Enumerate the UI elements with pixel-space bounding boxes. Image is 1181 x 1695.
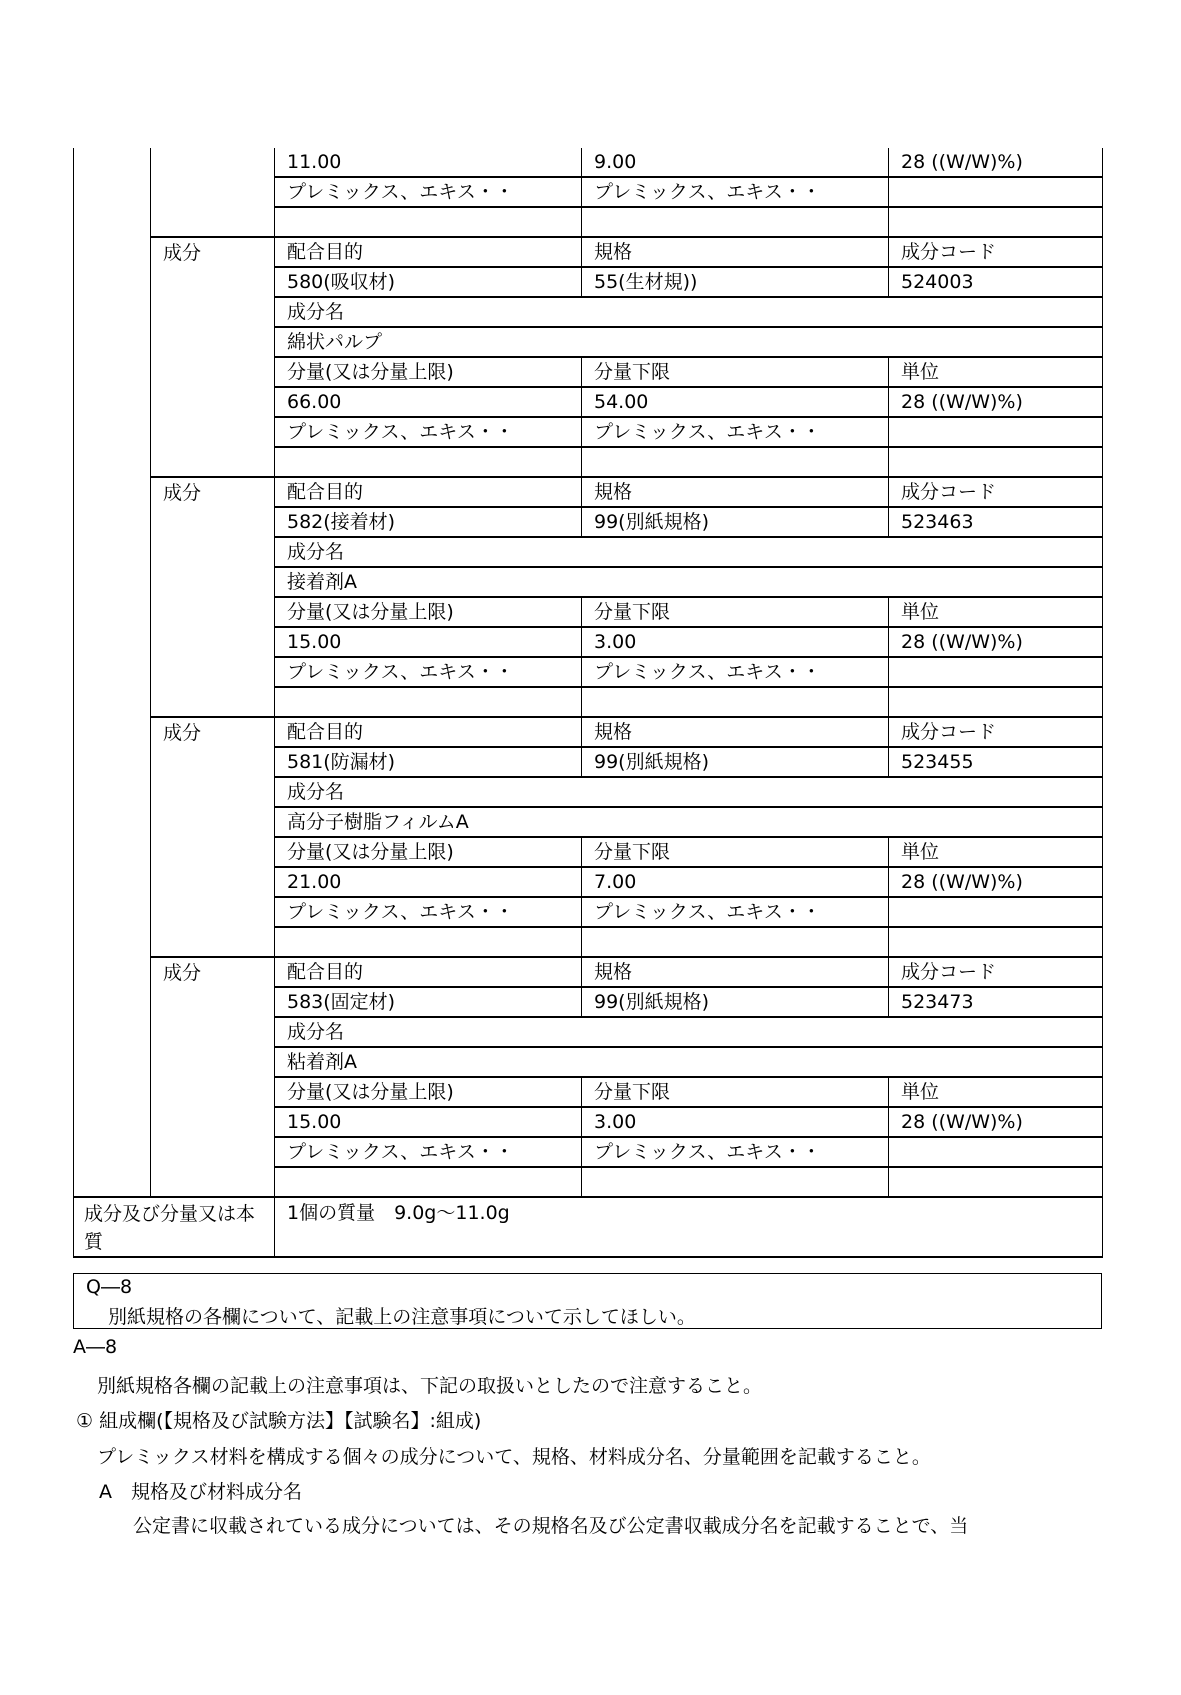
component-label: 成分 bbox=[151, 717, 275, 957]
answer-section-heading: ① 組成欄(【規格及び試験方法】【試験名】:組成) bbox=[76, 1410, 482, 1432]
table-cell bbox=[889, 207, 1103, 237]
code-header: 成分コード bbox=[889, 957, 1103, 987]
premix-cell: プレミックス、エキス・・ bbox=[582, 897, 889, 927]
name-header: 成分名 bbox=[275, 777, 1103, 807]
unit-value: 28 ((W/W)%) bbox=[889, 867, 1103, 897]
summary-label: 成分及び分量又は本質 bbox=[74, 1197, 275, 1257]
lower-limit-value: 54.00 bbox=[582, 387, 889, 417]
lower-limit-header: 分量下限 bbox=[582, 1077, 889, 1107]
lower-limit-value: 7.00 bbox=[582, 867, 889, 897]
code-value: 523473 bbox=[889, 987, 1103, 1017]
answer-line: プレミックス材料を構成する個々の成分について、規格、材料成分名、分量範囲を記載すること。 bbox=[97, 1446, 931, 1468]
name-value: 綿状パルプ bbox=[275, 327, 1103, 357]
component-label: 成分 bbox=[151, 477, 275, 717]
spec-header: 規格 bbox=[582, 237, 889, 267]
purpose-value: 582(接着材) bbox=[275, 507, 582, 537]
empty-cell bbox=[582, 927, 889, 957]
empty-cell bbox=[275, 447, 582, 477]
spec-value: 55(生材規)) bbox=[582, 267, 889, 297]
table-cell: 9.00 bbox=[582, 148, 889, 177]
unit-value: 28 ((W/W)%) bbox=[889, 1107, 1103, 1137]
name-value: 粘着剤A bbox=[275, 1047, 1103, 1077]
spec-value: 99(別紙規格) bbox=[582, 507, 889, 537]
purpose-value: 581(防漏材) bbox=[275, 747, 582, 777]
code-header: 成分コード bbox=[889, 717, 1103, 747]
name-header: 成分名 bbox=[275, 537, 1103, 567]
quantity-header: 分量(又は分量上限) bbox=[275, 357, 582, 387]
code-value: 523463 bbox=[889, 507, 1103, 537]
answer-subheading: A 規格及び材料成分名 bbox=[99, 1481, 302, 1503]
summary-value: 1個の質量 9.0g～11.0g bbox=[275, 1197, 1103, 1257]
table-cell bbox=[889, 177, 1103, 207]
quantity-header: 分量(又は分量上限) bbox=[275, 597, 582, 627]
empty-cell bbox=[889, 927, 1103, 957]
lower-limit-header: 分量下限 bbox=[582, 357, 889, 387]
unit-value: 28 ((W/W)%) bbox=[889, 387, 1103, 417]
answer-line: 別紙規格各欄の記載上の注意事項は、下記の取扱いとしたので注意すること。 bbox=[97, 1375, 763, 1397]
code-header: 成分コード bbox=[889, 237, 1103, 267]
premix-cell: プレミックス、エキス・・ bbox=[275, 417, 582, 447]
empty-cell bbox=[889, 657, 1103, 687]
component-label-cell bbox=[151, 148, 275, 237]
premix-cell: プレミックス、エキス・・ bbox=[582, 417, 889, 447]
empty-cell bbox=[889, 897, 1103, 927]
lower-limit-header: 分量下限 bbox=[582, 597, 889, 627]
unit-header: 単位 bbox=[889, 597, 1103, 627]
quantity-header: 分量(又は分量上限) bbox=[275, 837, 582, 867]
answer-number: A―8 bbox=[73, 1336, 118, 1358]
summary-row bbox=[74, 1197, 1103, 1257]
purpose-header: 配合目的 bbox=[275, 957, 582, 987]
question-number: Q―8 bbox=[86, 1276, 133, 1298]
table-cell: 11.00 bbox=[275, 148, 582, 177]
unit-header: 単位 bbox=[889, 837, 1103, 867]
empty-cell bbox=[275, 687, 582, 717]
purpose-header: 配合目的 bbox=[275, 717, 582, 747]
empty-cell bbox=[889, 1137, 1103, 1167]
empty-cell bbox=[889, 447, 1103, 477]
spec-value: 99(別紙規格) bbox=[582, 987, 889, 1017]
table-cell: プレミックス、エキス・・ bbox=[275, 177, 582, 207]
table-row bbox=[74, 477, 1103, 507]
spec-header: 規格 bbox=[582, 957, 889, 987]
empty-cell bbox=[275, 1167, 582, 1197]
table-cell: プレミックス、エキス・・ bbox=[582, 177, 889, 207]
table-cell bbox=[275, 207, 582, 237]
empty-cell bbox=[889, 1167, 1103, 1197]
purpose-header: 配合目的 bbox=[275, 477, 582, 507]
table-row bbox=[74, 717, 1103, 747]
premix-cell: プレミックス、エキス・・ bbox=[582, 657, 889, 687]
question-box bbox=[73, 1273, 1102, 1329]
component-label: 成分 bbox=[151, 237, 275, 477]
unit-header: 単位 bbox=[889, 357, 1103, 387]
name-header: 成分名 bbox=[275, 297, 1103, 327]
question-text: 別紙規格の各欄について、記載上の注意事項について示してほしい。 bbox=[108, 1306, 696, 1328]
lower-limit-value: 3.00 bbox=[582, 1107, 889, 1137]
premix-cell: プレミックス、エキス・・ bbox=[582, 1137, 889, 1167]
spec-header: 規格 bbox=[582, 477, 889, 507]
purpose-value: 580(吸収材) bbox=[275, 267, 582, 297]
answer-line: 公定書に収載されている成分については、その規格名及び公定書収載成分名を記載することで、当 bbox=[133, 1515, 969, 1537]
empty-cell bbox=[889, 417, 1103, 447]
quantity-value: 21.00 bbox=[275, 867, 582, 897]
code-value: 523455 bbox=[889, 747, 1103, 777]
spec-value: 99(別紙規格) bbox=[582, 747, 889, 777]
outer-column bbox=[74, 148, 151, 1197]
unit-header: 単位 bbox=[889, 1077, 1103, 1107]
name-value: 高分子樹脂フィルムA bbox=[275, 807, 1103, 837]
empty-cell bbox=[582, 447, 889, 477]
code-value: 524003 bbox=[889, 267, 1103, 297]
empty-cell bbox=[275, 927, 582, 957]
quantity-value: 66.00 bbox=[275, 387, 582, 417]
quantity-header: 分量(又は分量上限) bbox=[275, 1077, 582, 1107]
purpose-value: 583(固定材) bbox=[275, 987, 582, 1017]
empty-cell bbox=[889, 687, 1103, 717]
quantity-value: 15.00 bbox=[275, 627, 582, 657]
premix-cell: プレミックス、エキス・・ bbox=[275, 657, 582, 687]
empty-cell bbox=[582, 687, 889, 717]
table-row bbox=[74, 957, 1103, 987]
name-value: 接着剤A bbox=[275, 567, 1103, 597]
premix-cell: プレミックス、エキス・・ bbox=[275, 897, 582, 927]
lower-limit-value: 3.00 bbox=[582, 627, 889, 657]
premix-cell: プレミックス、エキス・・ bbox=[275, 1137, 582, 1167]
lower-limit-header: 分量下限 bbox=[582, 837, 889, 867]
purpose-header: 配合目的 bbox=[275, 237, 582, 267]
quantity-value: 15.00 bbox=[275, 1107, 582, 1137]
table-row bbox=[74, 148, 1103, 177]
spec-header: 規格 bbox=[582, 717, 889, 747]
table-cell: 28 ((W/W)%) bbox=[889, 148, 1103, 177]
table-cell bbox=[582, 207, 889, 237]
component-label: 成分 bbox=[151, 957, 275, 1197]
empty-cell bbox=[582, 1167, 889, 1197]
code-header: 成分コード bbox=[889, 477, 1103, 507]
composition-table bbox=[73, 148, 1103, 1258]
name-header: 成分名 bbox=[275, 1017, 1103, 1047]
unit-value: 28 ((W/W)%) bbox=[889, 627, 1103, 657]
table-row bbox=[74, 237, 1103, 267]
